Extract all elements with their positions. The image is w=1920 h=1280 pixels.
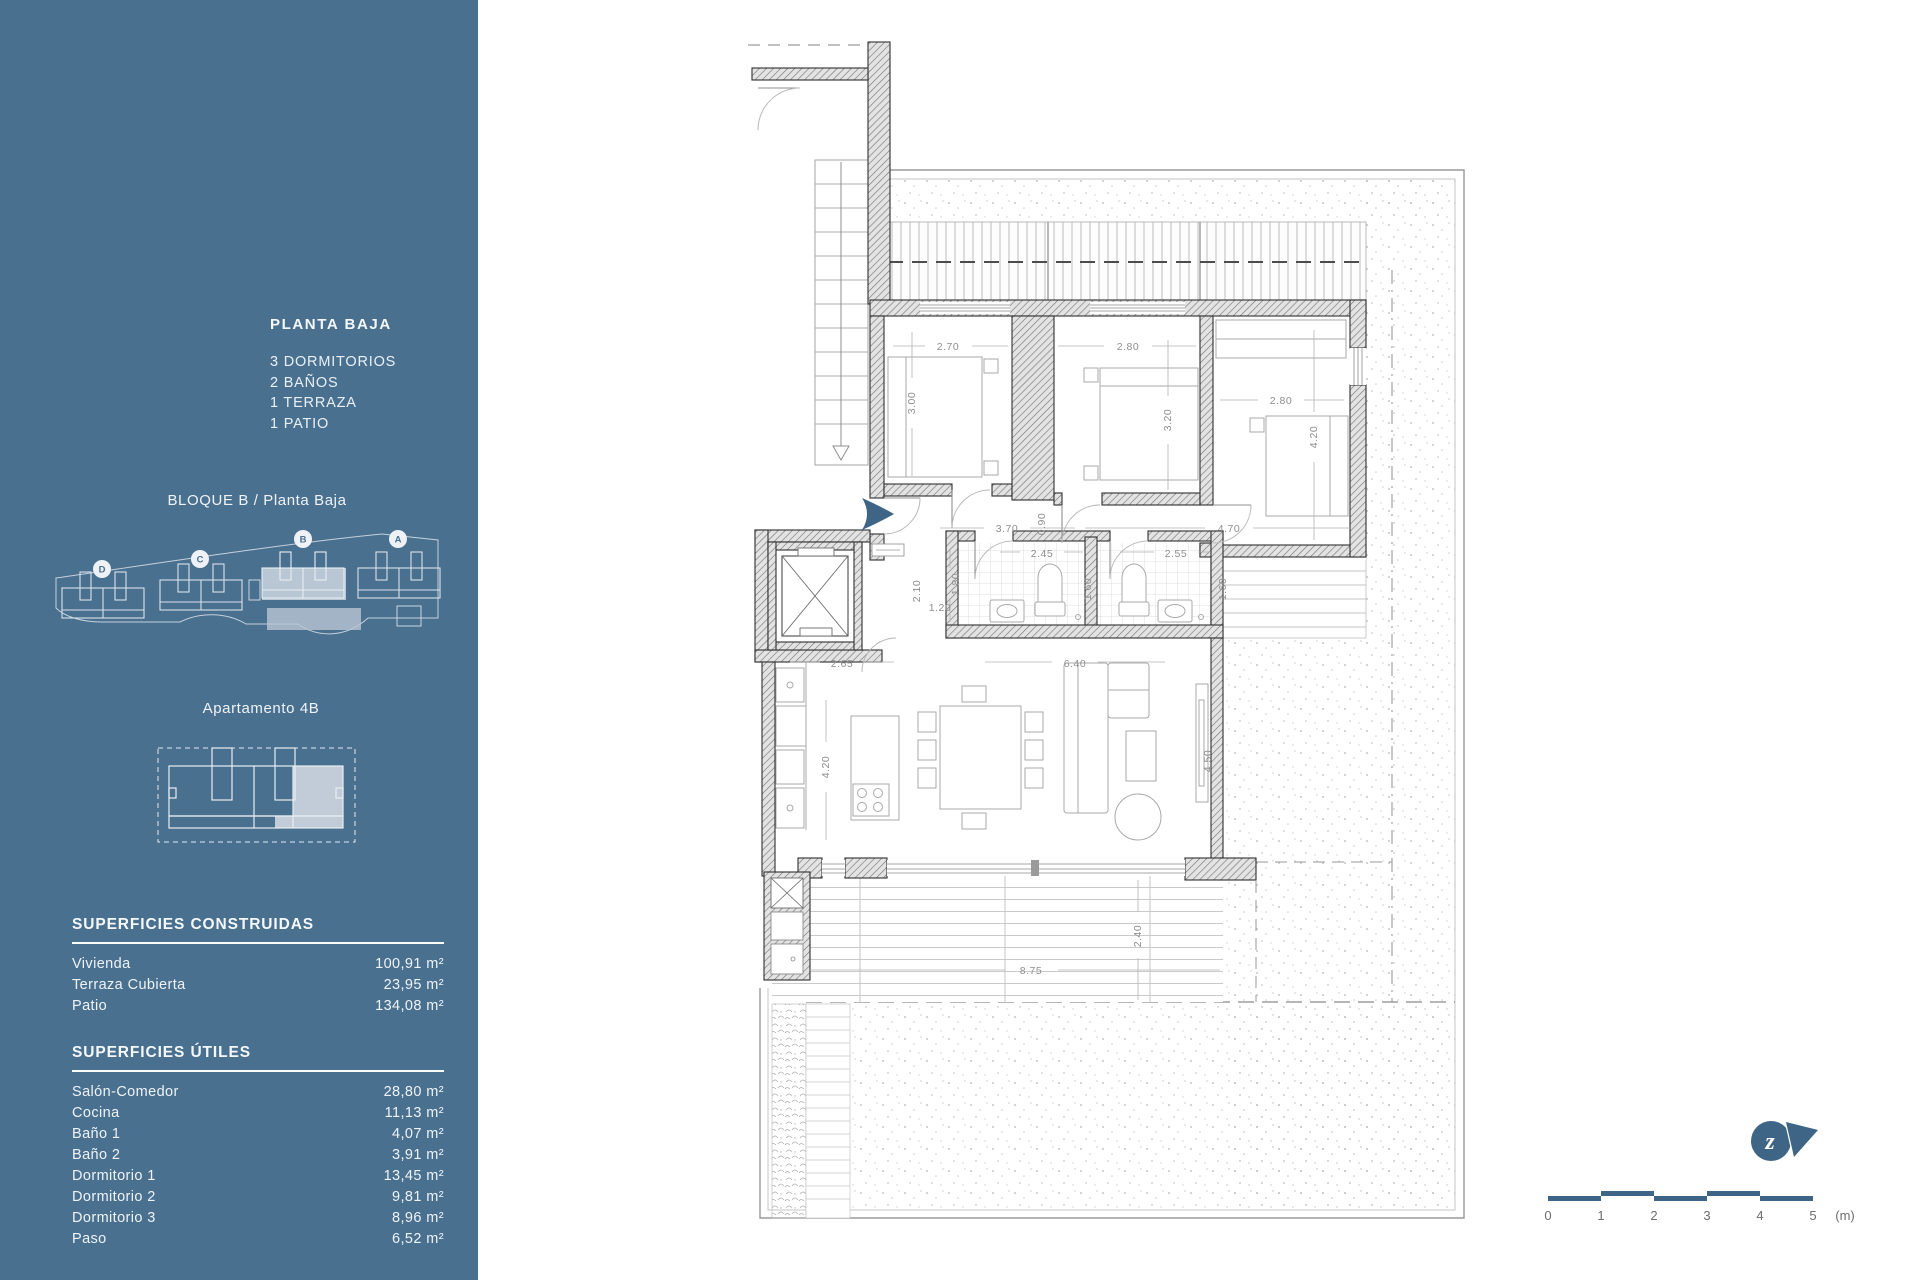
table-row [72,1145,444,1166]
row-value: 3,91 m² [392,1147,444,1163]
terrace-deck [772,872,1223,1002]
row-value: 100,91 m² [375,956,444,972]
badge-a-label: A [394,534,402,546]
dimension-label: 2.70 [936,341,960,353]
unit-highlight [275,766,343,828]
dimension-label: 2.40 [1132,924,1144,948]
side-steps [1223,557,1366,638]
table-row [72,1103,444,1124]
row-value: 4,07 m² [392,1126,444,1142]
dimension-label: 2.80 [1269,395,1293,407]
row-value: 8,96 m² [392,1210,444,1226]
building-c [160,564,242,610]
floor-title: PLANTA BAJA [270,316,392,333]
dimension-label: 3.20 [1162,408,1174,432]
badge-c-label: C [196,554,204,566]
dimension-label: 4.20 [820,755,832,779]
row-value: 11,13 m² [384,1105,444,1121]
row-value: 9,81 m² [392,1189,444,1205]
building-b-highlight [262,568,346,600]
table-row [72,1166,444,1187]
dimension-label: 6.40 [1063,658,1087,670]
dimension-label: 1.60 [1082,577,1094,601]
table-row [72,1082,444,1103]
scale-tick: 4 [1756,1208,1764,1223]
exterior-stairs [815,160,868,465]
row-label: Salón-Comedor [72,1084,179,1100]
row-value: 13,45 m² [383,1168,444,1184]
row-value: 6,52 m² [392,1231,444,1247]
usable-surfaces-title: SUPERFICIES ÚTILES [72,1044,251,1061]
badge-d-label: D [98,564,106,576]
table-row [72,954,444,975]
stat-patio: 1 PATIO [270,415,330,432]
table-row [72,1124,444,1145]
dimension-label: 2.55 [1164,548,1188,560]
row-label: Baño 2 [72,1147,121,1163]
dimension-label: 1.20 [928,602,952,614]
table-row [72,1187,444,1208]
info-sidebar [0,0,478,1280]
hall-bench [872,544,904,556]
dimension-label: 1.60 [1217,577,1229,601]
dimension-label: 4.70 [1217,523,1241,535]
scale-tick: 3 [1703,1208,1711,1223]
built-surfaces-section [72,916,444,1017]
utility-closet [764,872,810,980]
stat-bathrooms: 2 BAÑOS [270,374,339,391]
table-row [72,996,444,1017]
dimension-label: 4.20 [1308,425,1320,449]
building-d [62,572,144,618]
row-label: Patio [72,998,108,1014]
building-a [358,552,440,598]
dimension-label: 2.10 [911,579,923,603]
usable-surfaces-section [72,1044,444,1250]
dimension-label: 0.90 [1036,512,1048,536]
table-row [72,1229,444,1250]
stat-bedrooms: 3 DORMITORIOS [270,354,397,370]
site-plan-map [50,526,446,654]
row-label: Cocina [72,1105,120,1121]
row-label: Paso [72,1231,107,1247]
garden-walkway [772,1004,850,1218]
dimension-label: 3.70 [995,523,1019,535]
row-label: Dormitorio 1 [72,1168,156,1184]
elevator [782,548,848,636]
table-row [72,975,444,996]
pergola [888,222,1366,300]
dimension-label: 1.80 [950,572,962,596]
row-value: 28,80 m² [383,1084,444,1100]
apartment-locator [155,736,360,848]
divider [72,942,444,944]
badge-b-label: B [299,534,307,546]
dimension-label: 2.80 [1116,341,1140,353]
row-value: 134,08 m² [375,998,444,1014]
pool-shape [267,608,361,630]
row-value: 23,95 m² [383,977,444,993]
divider [72,1070,444,1072]
bath2-floor [1097,543,1211,625]
dimension-label: 4.50 [1202,749,1214,773]
scale-tick: 1 [1597,1208,1605,1223]
dimension-label: 2.65 [830,658,854,670]
dimension-label: 2.45 [1030,548,1054,560]
row-label: Dormitorio 2 [72,1189,156,1205]
table-row [72,1208,444,1229]
row-label: Baño 1 [72,1126,121,1142]
row-label: Vivienda [72,956,131,972]
scale-bar [1544,1191,1854,1223]
unit-stats [270,352,396,434]
row-label: Terraza Cubierta [72,977,186,993]
north-indicator [1751,1121,1818,1161]
scale-tick: 0 [1544,1208,1552,1223]
built-surfaces-title: SUPERFICIES CONSTRUIDAS [72,916,315,933]
scale-unit: (m) [1835,1208,1855,1223]
scale-tick: 2 [1650,1208,1658,1223]
dimension-label: 3.00 [906,391,918,415]
stat-terrace: 1 TERRAZA [270,395,357,411]
svg-text:z: z [1765,1129,1775,1155]
block-title: BLOQUE B / Planta Baja [167,492,347,509]
scale-tick: 5 [1809,1208,1817,1223]
apartment-title: Apartamento 4B [202,700,320,717]
row-label: Dormitorio 3 [72,1210,156,1226]
north-arrow-icon [1786,1122,1818,1157]
dimension-label: 8.75 [1019,965,1043,977]
